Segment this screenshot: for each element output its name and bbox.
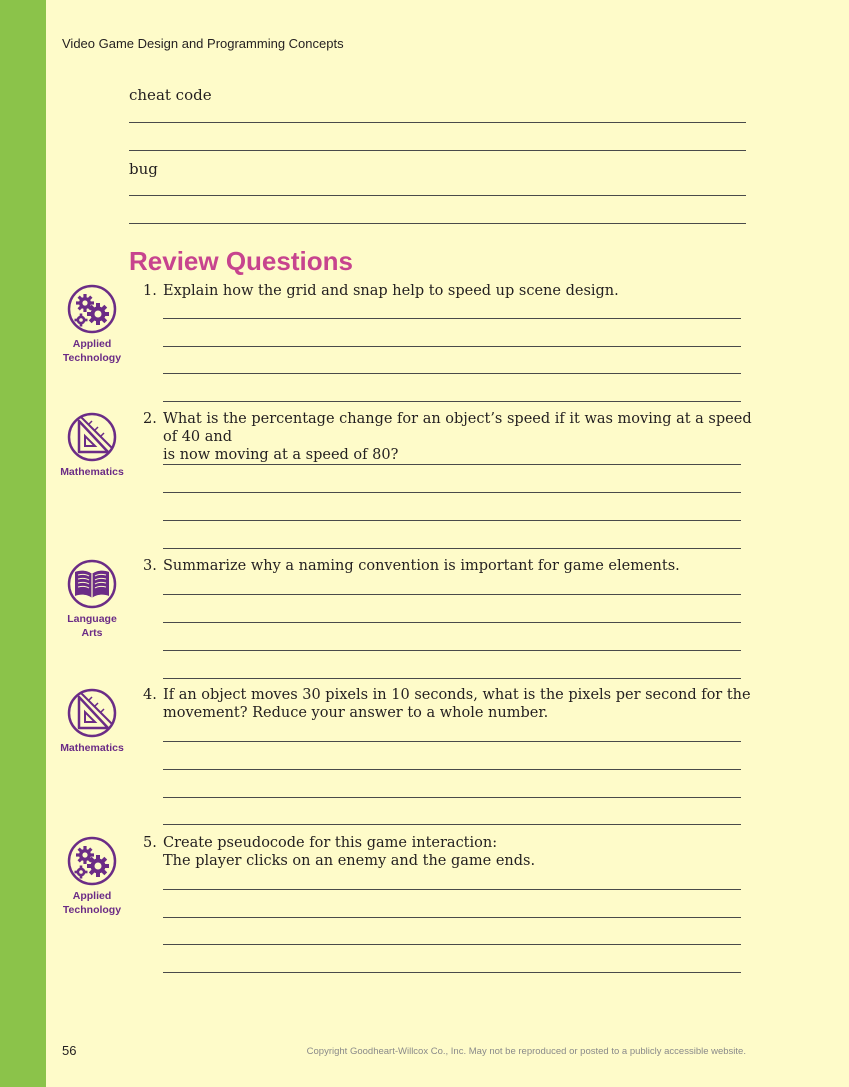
- answer-line[interactable]: [163, 769, 741, 770]
- question-text: The player clicks on an enemy and the game ends.: [163, 853, 536, 869]
- answer-line[interactable]: [163, 889, 741, 890]
- question-number: 5.: [143, 835, 157, 851]
- open-book-icon: [67, 559, 117, 609]
- answer-line[interactable]: [163, 797, 741, 798]
- question-text: movement? Reduce your answer to a whole number.: [163, 705, 549, 721]
- answer-line[interactable]: [163, 346, 741, 347]
- answer-line[interactable]: [129, 223, 746, 224]
- answer-line[interactable]: [163, 464, 741, 465]
- question-3: [143, 557, 753, 575]
- answer-line[interactable]: [163, 972, 741, 973]
- answer-line[interactable]: [129, 195, 746, 196]
- question-4: [143, 686, 753, 722]
- answer-line[interactable]: [163, 824, 741, 825]
- badge-label: Technology: [62, 352, 122, 364]
- question-text: Create pseudocode for this game interaction:: [163, 835, 498, 851]
- question-2: [143, 410, 753, 464]
- running-head: Video Game Design and Programming Concepts: [62, 36, 344, 51]
- badge-applied-technology: [58, 284, 126, 365]
- badge-mathematics: [58, 412, 126, 479]
- answer-line[interactable]: [163, 650, 741, 651]
- answer-line[interactable]: [163, 594, 741, 595]
- term-cheat-code: cheat code: [129, 86, 212, 104]
- answer-line[interactable]: [129, 122, 746, 123]
- badge-label: Applied: [72, 338, 112, 350]
- question-text: Explain how the grid and snap help to speed up scene design.: [163, 283, 619, 299]
- question-text: If an object moves 30 pixels in 10 seconds, what is the pixels per second for the: [163, 687, 751, 703]
- answer-line[interactable]: [129, 150, 746, 151]
- green-side-bar: [0, 0, 46, 1087]
- answer-line[interactable]: [163, 944, 741, 945]
- gears-icon: [67, 836, 117, 886]
- question-text: is now moving at a speed of 80?: [163, 447, 399, 463]
- answer-line[interactable]: [163, 917, 741, 918]
- answer-line[interactable]: [163, 548, 741, 549]
- answer-line[interactable]: [163, 373, 741, 374]
- question-text: What is the percentage change for an object’s speed if it was moving at a speed of 40 and: [163, 411, 752, 445]
- question-number: 2.: [143, 411, 157, 427]
- badge-language-arts: [58, 559, 126, 640]
- badge-label: Technology: [62, 904, 122, 916]
- answer-line[interactable]: [163, 622, 741, 623]
- answer-line[interactable]: [163, 741, 741, 742]
- badge-label: Mathematics: [60, 466, 124, 478]
- badge-label: Arts: [81, 627, 103, 639]
- page-number: 56: [62, 1043, 77, 1058]
- question-number: 4.: [143, 687, 157, 703]
- question-5: [143, 834, 753, 870]
- badge-mathematics: [58, 688, 126, 755]
- badge-label: Applied: [72, 890, 112, 902]
- answer-line[interactable]: [163, 401, 741, 402]
- badge-label: Language: [67, 613, 117, 625]
- gears-icon: [67, 284, 117, 334]
- badge-applied-technology: [58, 836, 126, 917]
- answer-line[interactable]: [163, 520, 741, 521]
- answer-line[interactable]: [163, 678, 741, 679]
- question-text: Summarize why a naming convention is important for game elements.: [163, 558, 680, 574]
- question-number: 3.: [143, 558, 157, 574]
- answer-line[interactable]: [163, 492, 741, 493]
- triangle-ruler-icon: [67, 688, 117, 738]
- copyright-notice: Copyright Goodheart-Willcox Co., Inc. May not be reproduced or posted to a publicly accessible website.: [306, 1046, 746, 1057]
- term-bug: bug: [129, 160, 158, 178]
- answer-line[interactable]: [163, 318, 741, 319]
- section-title: Review Questions: [129, 246, 353, 276]
- badge-label: Mathematics: [60, 742, 124, 754]
- triangle-ruler-icon: [67, 412, 117, 462]
- question-number: 1.: [143, 283, 157, 299]
- question-1: [143, 282, 753, 300]
